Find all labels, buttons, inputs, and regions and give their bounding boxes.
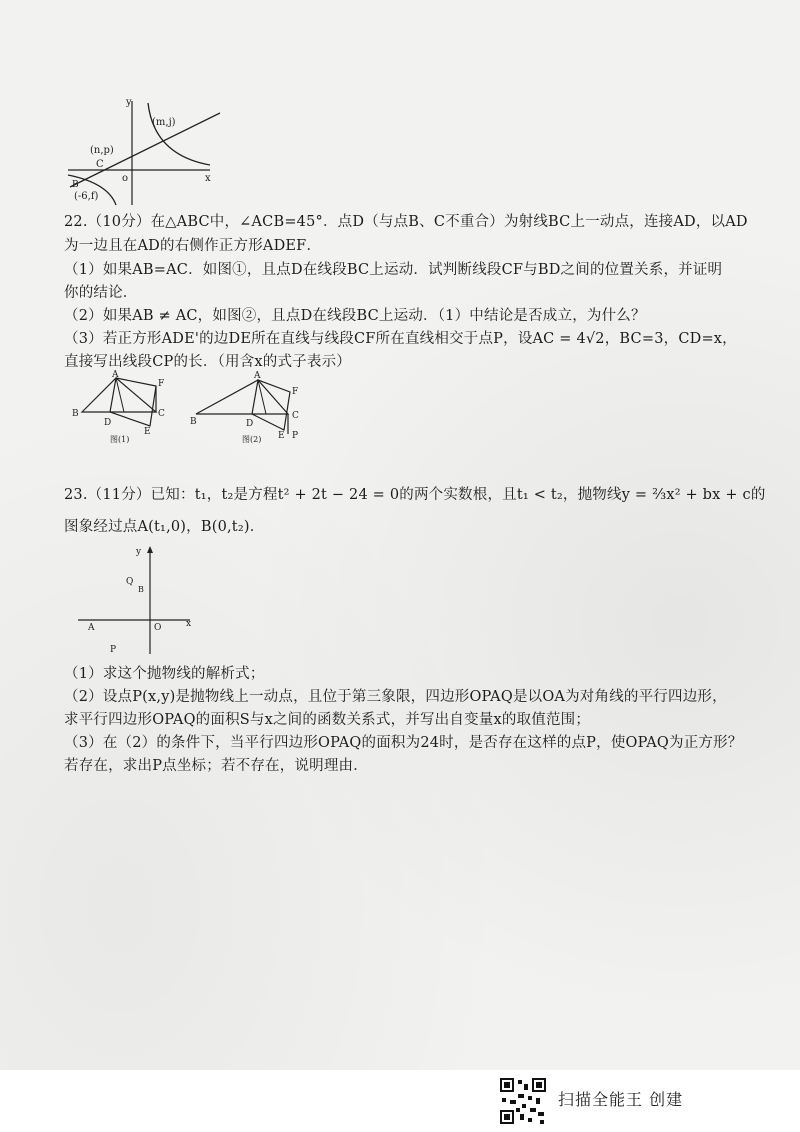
svg-text:x: x <box>186 619 192 629</box>
square-adef-2 <box>252 380 290 430</box>
q23-part2-b: 求平行四边形OPAQ的面积S与x之间的函数关系式，并写出自变量x的取值范围； <box>64 712 591 728</box>
q22-part2: （2）如果AB ≠ AC，如图②，且点D在线段BC上运动．（1）中结论是否成立，为什么？ <box>64 308 646 324</box>
square-adef <box>110 378 156 426</box>
svg-text:E: E <box>144 427 151 437</box>
svg-text:P: P <box>110 645 117 655</box>
q22-header-2: 为一边且在AD的右侧作正方形ADEF． <box>64 238 322 254</box>
svg-text:E: E <box>278 431 285 441</box>
hyperbola-branch-1 <box>148 103 210 165</box>
figure-2-caption: 图(2) <box>242 435 262 444</box>
svg-text:y: y <box>136 547 142 557</box>
q22-part3-b: 直接写出线段CP的长．（用含x的式子表示） <box>64 354 351 370</box>
svg-text:F: F <box>158 379 165 389</box>
q23-header: 23.（11分）已知：t₁，t₂是方程t² + 2t − 24 = 0的两个实数根，且t₁ < t₂，抛物线y = ⅔x² + bx + c的 <box>64 487 766 503</box>
q23-coordinate-figure <box>72 542 202 657</box>
triangle-abc-2 <box>196 380 288 414</box>
svg-text:B: B <box>138 585 144 594</box>
q23-part1: （1）求这个抛物线的解析式； <box>64 666 265 682</box>
svg-text:O: O <box>154 623 162 633</box>
q23-header-2: 图象经过点A(t₁,0)，B(0,t₂)． <box>64 519 265 535</box>
q22-header: 22.（10分）在△ABC中，∠ACB=45°．点D（与点B、C不重合）为射线BC上一动点，连接AD，以AD <box>64 214 748 230</box>
svg-text:C: C <box>158 409 165 419</box>
svg-text:D: D <box>246 419 254 429</box>
q22-part3-a: （3）若正方形ADE'的边DE所在直线与线段CF所在直线相交于点P，设AC = 4√2，BC=3，CD=x， <box>64 331 737 347</box>
svg-text:D: D <box>104 418 112 428</box>
q22-part1-a: （1）如果AB=AC．如图①，且点D在线段BC上运动．试判断线段CF与BD之间的位置关系，并证明 <box>64 262 723 278</box>
triangle-abc <box>82 378 156 412</box>
footer-watermark-text: 扫描全能王 创建 <box>558 1090 684 1109</box>
qr-code-icon <box>498 1076 548 1126</box>
svg-text:B: B <box>190 417 197 427</box>
label-o: o <box>122 173 129 184</box>
q23-part3-a: （3）在（2）的条件下，当平行四边形OPAQ的面积为24时，是否存在这样的点P，使OPAQ为正方形？ <box>64 735 743 751</box>
q22-figure-2 <box>188 368 313 450</box>
svg-text:A: A <box>112 370 119 380</box>
svg-text:B: B <box>72 409 79 419</box>
q23-part3-b: 若存在，求出P点坐标；若不存在，说明理由． <box>64 758 368 774</box>
svg-text:F: F <box>292 387 299 397</box>
q23-part2-a: （2）设点P(x,y)是抛物线上一动点，且位于第三象限，四边形OPAQ是以OA为对角线的平行四边形， <box>64 689 727 705</box>
top-graph-figure <box>60 95 230 210</box>
label-b: B <box>72 180 79 190</box>
q22-part1-b: 你的结论． <box>64 285 138 301</box>
svg-text:C: C <box>292 411 299 421</box>
svg-text:P: P <box>292 431 299 441</box>
label-y: y <box>126 97 132 108</box>
label-c: C <box>96 159 104 170</box>
q22-figure-1 <box>70 368 180 450</box>
label-x: x <box>205 173 211 184</box>
svg-text:Q: Q <box>126 577 134 587</box>
label-neg: (-6,f) <box>74 191 99 202</box>
label-mj: (m,j) <box>152 117 176 128</box>
svg-text:A: A <box>88 623 95 633</box>
figure-1-caption: 图(1) <box>110 435 130 444</box>
label-np: (n,p) <box>90 145 114 156</box>
svg-text:A: A <box>254 371 261 381</box>
